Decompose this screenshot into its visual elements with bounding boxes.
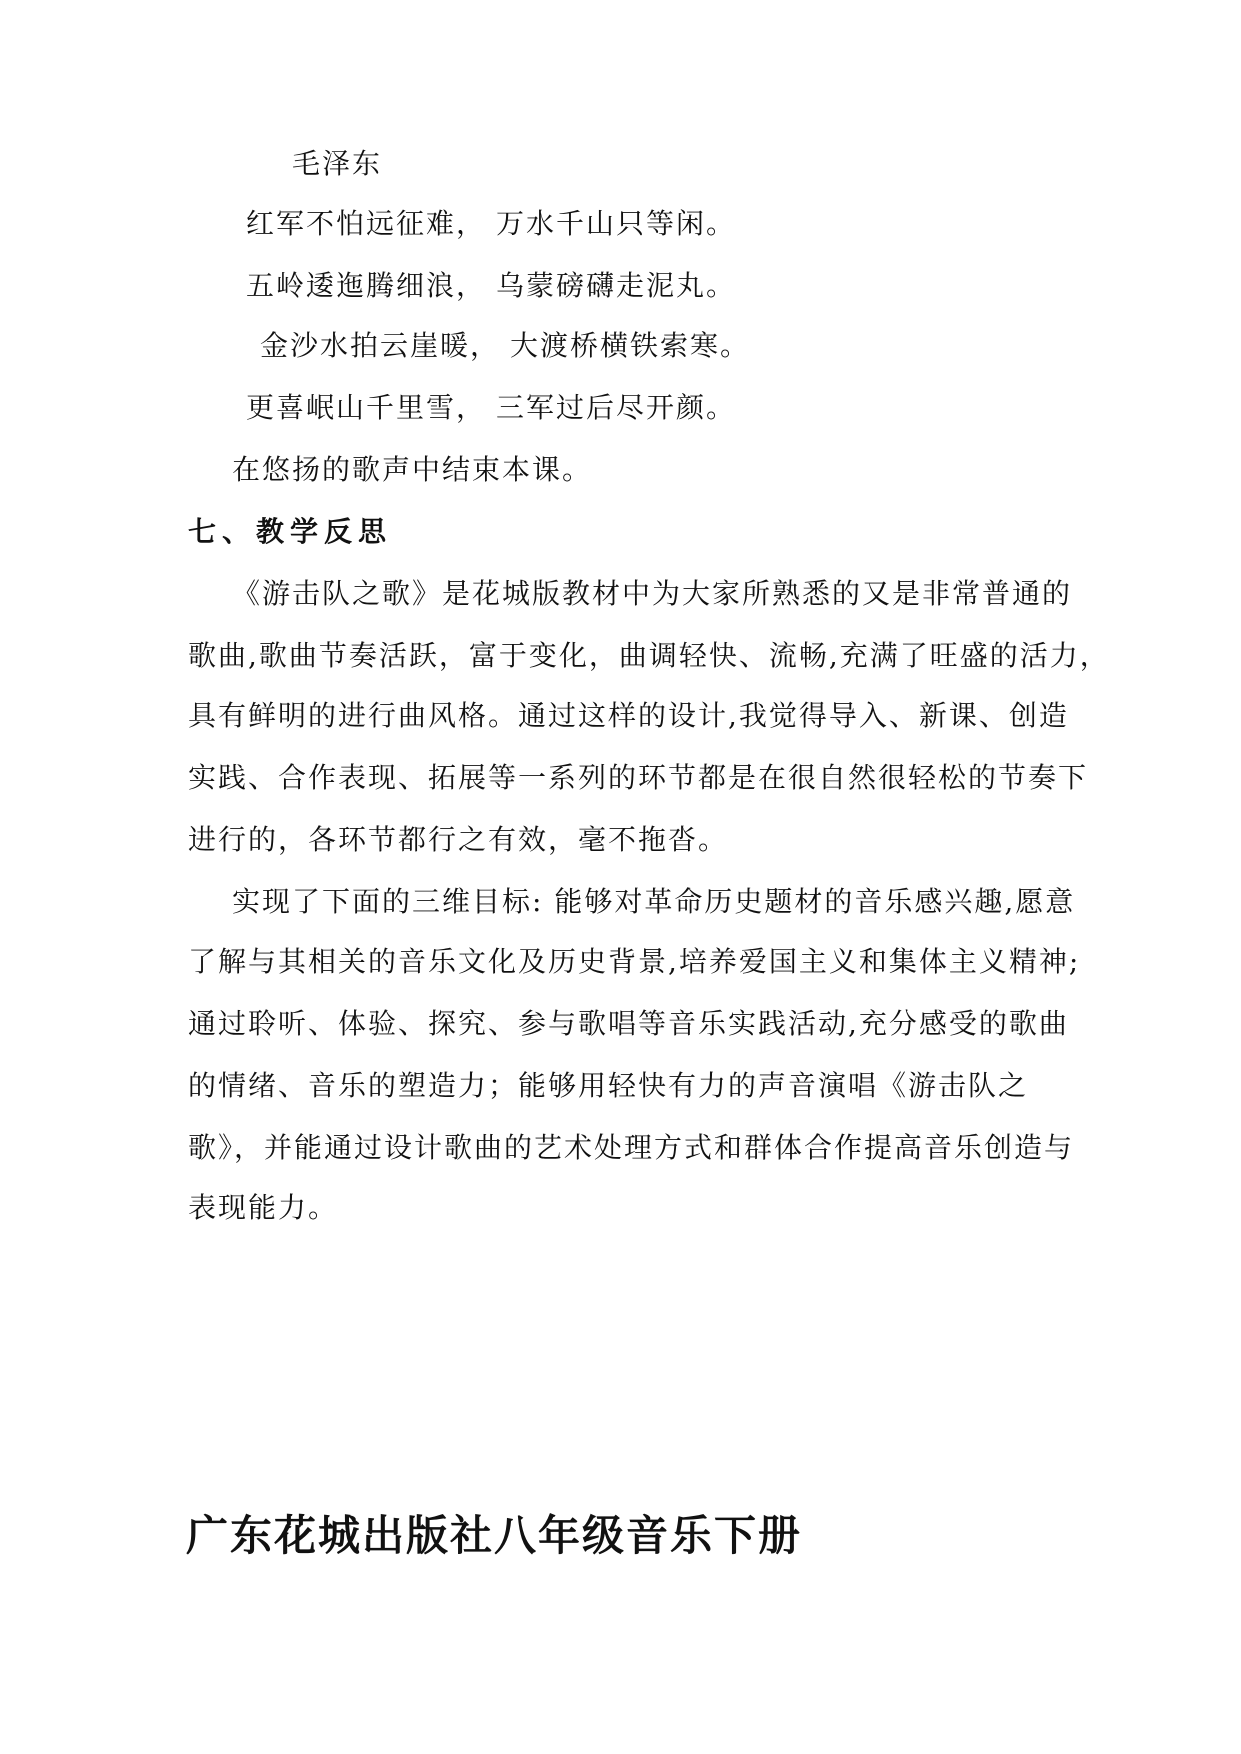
poem-line-2-right: 乌蒙磅礴走泥丸。 [496,269,737,302]
paragraph-2-line-4: 的情绪、音乐的塑造力；能够用轻快有力的声音演唱《游击队之 [188,1069,1029,1102]
poem-line-3-left: 金沙水拍云崖暖， [260,329,501,362]
poem-line-1-right: 万水千山只等闲。 [496,207,737,240]
poem-line-4-left: 更喜岷山千里雪， [246,391,487,424]
paragraph-2-line-6: 表现能力。 [188,1191,339,1224]
footer-title: 广东花城出版社八年级音乐下册 [186,1511,803,1560]
paragraph-2-line-5: 歌》，并能通过设计歌曲的艺术处理方式和群体合作提高音乐创造与 [188,1131,1075,1164]
paragraph-1-line-5: 进行的，各环节都行之有效，毫不拖沓。 [188,823,729,856]
paragraph-1-line-2: 歌曲,歌曲节奏活跃，富于变化，曲调轻快、流畅,充满了旺盛的活力， [188,639,1110,672]
poem-line-2-left: 五岭逶迤腾细浪， [246,269,487,302]
poem-line-1-left: 红军不怕远征难， [246,207,487,240]
closing-sentence: 在悠扬的歌声中结束本课。 [232,453,593,486]
paragraph-2-line-2: 了解与其相关的音乐文化及历史背景,培养爱国主义和集体主义精神; [188,945,1081,978]
paragraph-1-line-1: 《游击队之歌》是花城版教材中为大家所熟悉的又是非常普通的 [232,577,1073,610]
paragraph-1-line-3: 具有鲜明的进行曲风格。通过这样的设计,我觉得导入、新课、创造 [188,699,1069,732]
paragraph-1-line-4: 实践、合作表现、拓展等一系列的环节都是在很自然很轻松的节奏下 [188,761,1089,794]
paragraph-2-line-1: 实现了下面的三维目标: 能够对革命历史题材的音乐感兴趣,愿意 [232,885,1076,918]
poem-line-3-right: 大渡桥横铁索寒。 [510,329,751,362]
paragraph-2-line-3: 通过聆听、体验、探究、参与歌唱等音乐实践活动,充分感受的歌曲 [188,1007,1069,1040]
section-heading: 七、教学反思 [188,515,393,548]
poem-line-4-right: 三军过后尽开颜。 [496,391,737,424]
poem-author: 毛泽东 [292,147,383,180]
